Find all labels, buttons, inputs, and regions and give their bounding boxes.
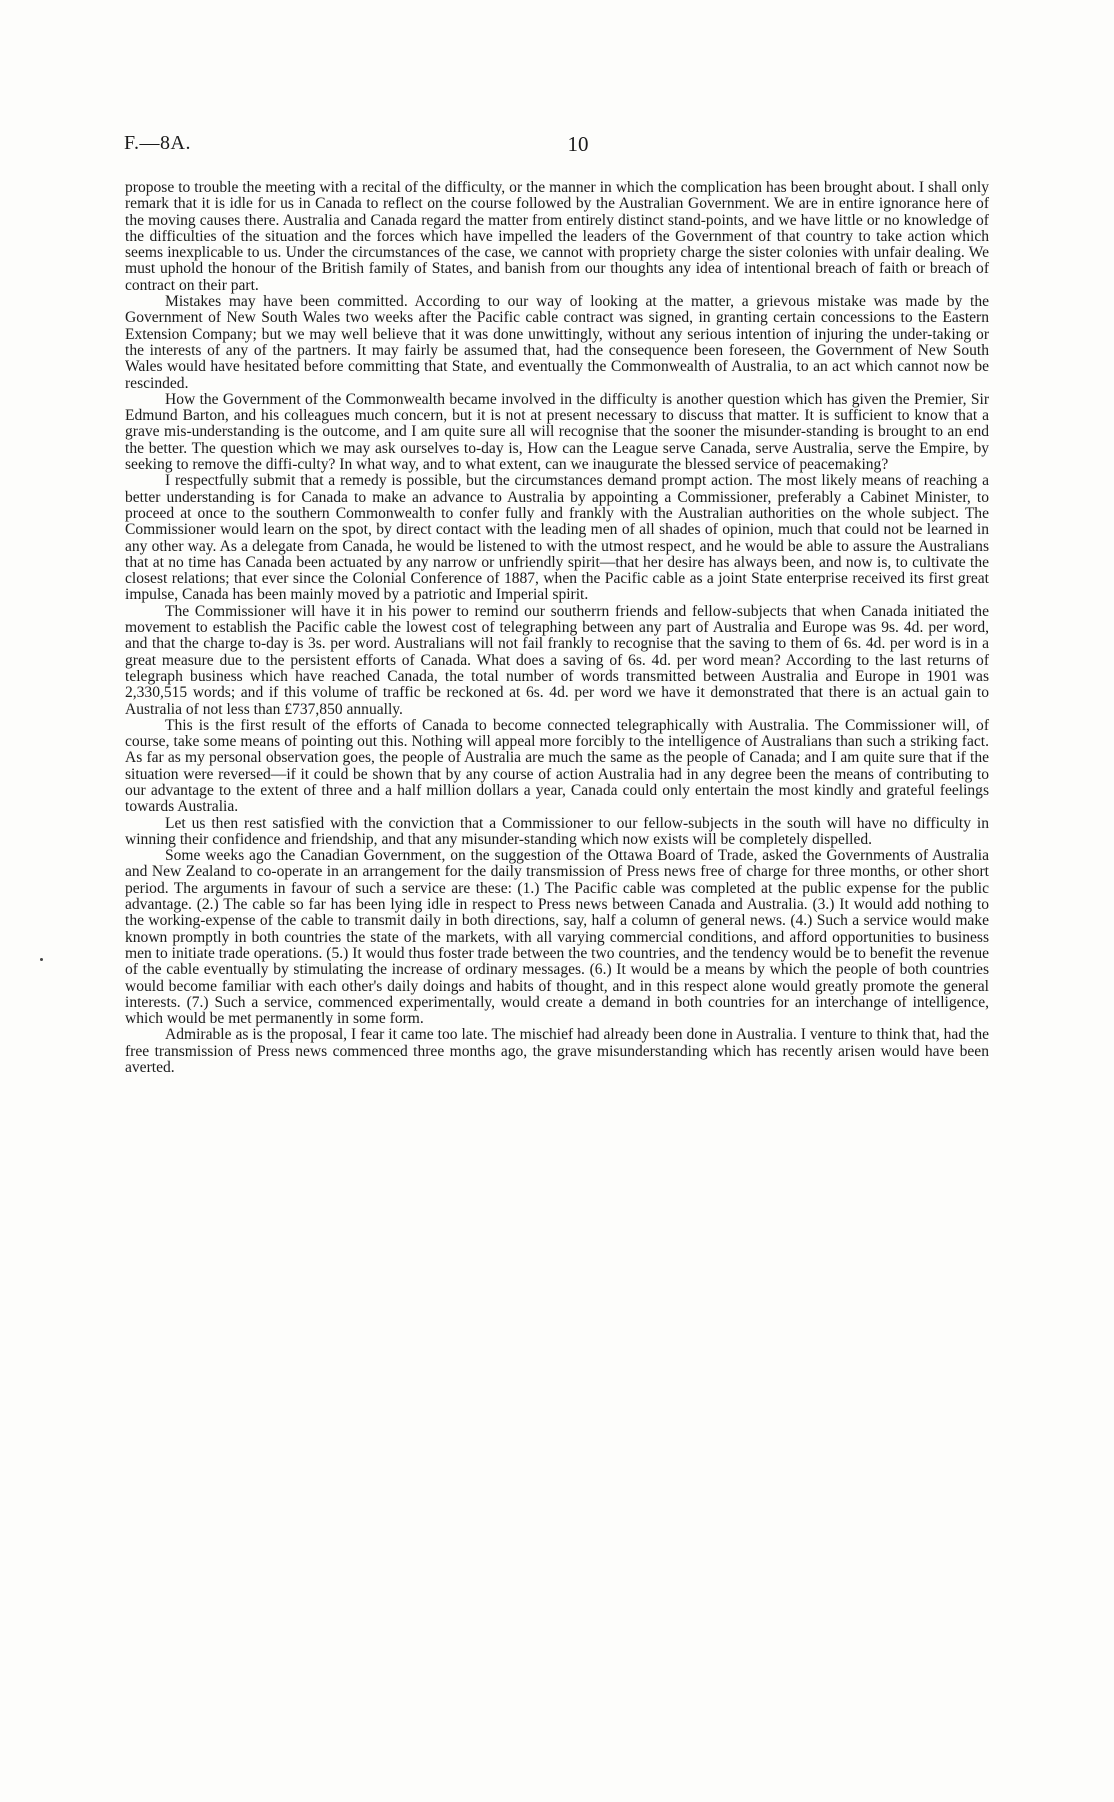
paragraph-conclusion: Admirable as is the proposal, I fear it came too late. The mischief had already been done in Australia. I venture to think that, had the free transmission of Press news commenced three months ago, the grave misunderstanding which has recently arisen would have been averted. xyxy=(125,1026,989,1077)
page-header xyxy=(124,132,990,162)
paragraph-continuation: propose to trouble the meeting with a recital of the difficulty, or the manner in which the complication has been brought about. I shall only remark that it is idle for us in Canada to reflect on the course followed by the Australian Government. We are in entire ignorance here of the moving causes there. Australia and Canada regard the matter from entirely distinct stand-points, and we have little or no knowledge of the difficulties of the situation and the forces which have impelled the leaders of the Government of that country to take action which seems inexplicable to us. Under the circumstances of the case, we cannot with propriety charge the sister colonies with unfair dealing. We must uphold the honour of the British family of States, and banish from our thoughts any idea of intentional breach of faith or breach of contract on their part. xyxy=(125,179,989,294)
paragraph-remedy-commissioner: I respectfully submit that a remedy is possible, but the circumstances demand prompt action. The most likely means of reaching a better understanding is for Canada to make an advance to Australia by appointing a Commissioner, preferably a Cabinet Minister, to proceed at once to the southern Commonwealth to confer fully and frankly with the Australian authorities on the whole subject. The Commissioner would learn on the spot, by direct contact with the leading men of all shades of opinion, much that could not be learned in any other way. As a delegate from Canada, he would be listened to with the utmost respect, and he would be able to assure the Australians that at no time has Canada been actuated by any narrow or unfriendly spirit—that her desire has always been, and now is, to cultivate the closest relations; that ever since the Colonial Conference of 1887, when the Pacific cable as a joint State enterprise received its first great impulse, Canada has been mainly moved by a patriotic and Imperial spirit. xyxy=(125,472,989,604)
document-code: F.—8A. xyxy=(124,132,191,154)
body-text xyxy=(125,180,989,1076)
margin-dot xyxy=(40,958,43,961)
paragraph-first-result: This is the first result of the efforts of Canada to become connected telegraphically with Australia. The Commissioner will, of course, take some means of pointing out this. Nothing will appeal more forcibly to the intelligence of Australians than such a striking fact. As far as my personal observation goes, the people of Australia are much the same as the people of Canada; and I am quite sure that if the situation were reversed—if it could be shown that by any course of action Australia had in any degree been the means of contributing to our advantage to the extent of three and a half million dollars a year, Canada could only entertain the most kindly and grateful feelings towards Australia. xyxy=(125,716,989,816)
paragraph-press-news-proposal: Some weeks ago the Canadian Government, on the suggestion of the Ottawa Board of Trade, asked the Governments of Australia and New Zealand to co-operate in an arrangement for the daily transmission of Press news free of charge for three months, or other short period. The arguments in favour of such a service are these: (1.) The Pacific cable was completed at the public expense for the public advantage. (2.) The cable so far has been lying idle in respect to Press news between Canada and Australia. (3.) It would add nothing to the working-expense of the cable to transmit daily in both directions, say, half a column of general news. (4.) Such a service would make known promptly in both countries the state of the markets, with all varying commercial conditions, and afford opportunities to business men to initiate trade operations. (5.) It would thus foster trade between the two countries, and the tendency would be to benefit the revenue of the cable eventually by stimulating the increase of ordinary messages. (6.) It would be a means by which the people of both countries would become familiar with each other's daily doings and habits of thought, and in this respect alone would greatly promote the general interests. (7.) Such a service, commenced experimentally, would create a demand in both countries for an interchange of intelligence, which would be met permanently in some form. xyxy=(125,847,989,1028)
paragraph-telegraph-savings: The Commissioner will have it in his power to remind our southerrn friends and fellow-subjects that when Canada initiated the movement to establish the Pacific cable the lowest cost of telegraphing between any part of Australia and Europe was 9s. 4d. per word, and that the charge to-day is 3s. per word. Australians will not fail frankly to recognise that the saving to them of 6s. 4d. per word is in a great measure due to the persistent efforts of Canada. What does a saving of 6s. 4d. per word mean? According to the last returns of telegraph business which have reached Canada, the total number of words transmitted between Australia and Europe in 1901 was 2,330,515 words; and if this volume of traffic be reckoned at 6s. 4d. per word we have it demonstrated that there is an actual gain to Australia of not less than £737,850 annually. xyxy=(125,602,989,718)
paragraph-mistakes: Mistakes may have been committed. According to our way of looking at the matter, a grievous mistake was made by the Government of New South Wales two weeks after the Pacific cable contract was signed, in granting certain concessions to the Eastern Extension Company; but we may well believe that it was done unwittingly, without any serious intention of injuring the under-taking or the interests of any of the partners. It may fairly be assumed that, had the consequence been foreseen, the Government of New South Wales would have hesitated before committing that State, and eventually the Commonwealth of Australia, to an act which cannot now be rescinded. xyxy=(125,293,989,392)
page-number: 10 xyxy=(567,132,589,156)
paragraph-rest-satisfied: Let us then rest satisfied with the conviction that a Commissioner to our fellow-subjects in the south will have no difficulty in winning their confidence and friendship, and that any misunder-standing which now exists will be completely dispelled. xyxy=(125,814,989,848)
paragraph-commonwealth-involvement: How the Government of the Commonwealth became involved in the difficulty is another question which has given the Premier, Sir Edmund Barton, and his colleagues much concern, but it is not at present necessary to discuss that matter. It is sufficient to know that a grave mis-understanding is the outcome, and I am quite sure all will recognise that the sooner the misunder-standing is brought to an end the better. The question which we may ask ourselves to-day is, How can the League serve Canada, serve Australia, serve the Empire, by seeking to remove the diffi-culty? In what way, and to what extent, can we inaugurate the blessed service of peacemaking? xyxy=(125,390,989,474)
